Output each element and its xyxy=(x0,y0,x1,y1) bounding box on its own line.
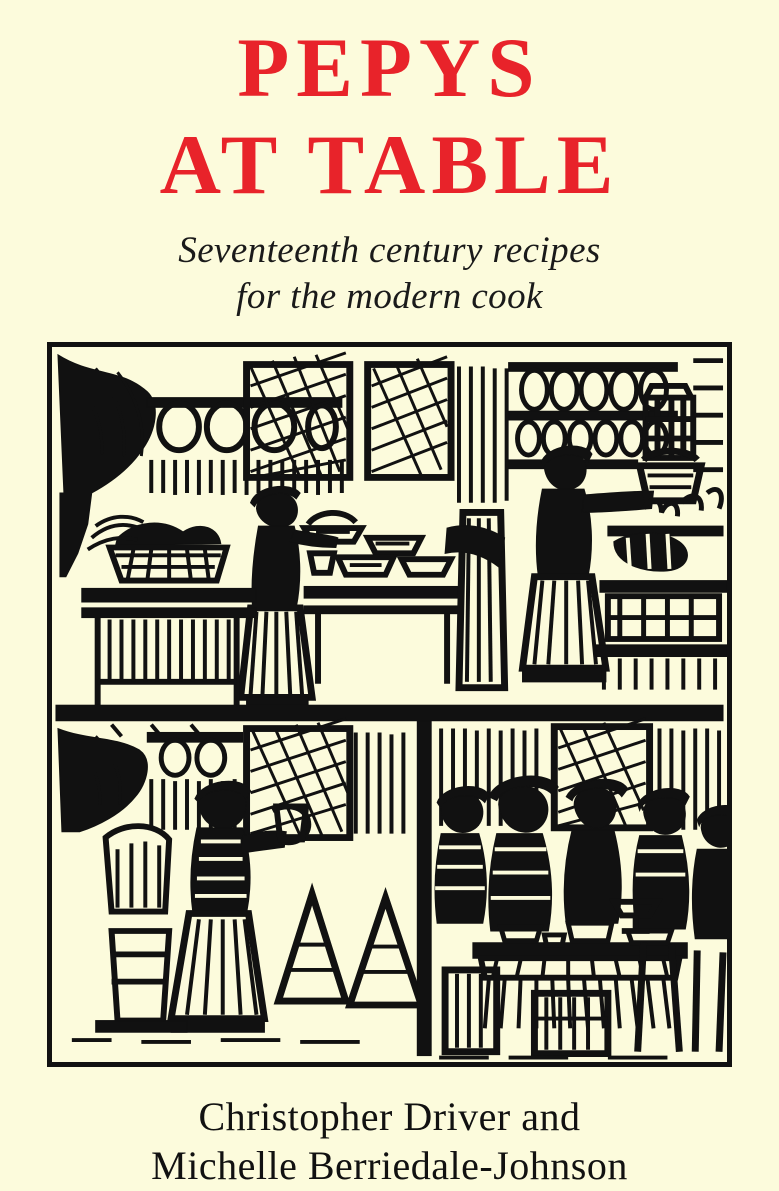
page-title-line-2: AT TABLE xyxy=(159,117,620,212)
subtitle-line-2: for the modern cook xyxy=(236,275,543,317)
title-block xyxy=(0,14,779,212)
page-title-line-1: PEPYS xyxy=(237,21,542,115)
author-line-2: Michelle Berriedale-Johnson xyxy=(151,1143,628,1189)
kitchen-woodcut-icon xyxy=(52,347,727,1062)
cover-illustration xyxy=(47,342,732,1067)
author-line-1: Christopher Driver and xyxy=(198,1094,581,1140)
authors xyxy=(151,1093,628,1191)
subtitle xyxy=(178,228,600,321)
subtitle-line-1: Seventeenth century recipes xyxy=(178,229,601,271)
